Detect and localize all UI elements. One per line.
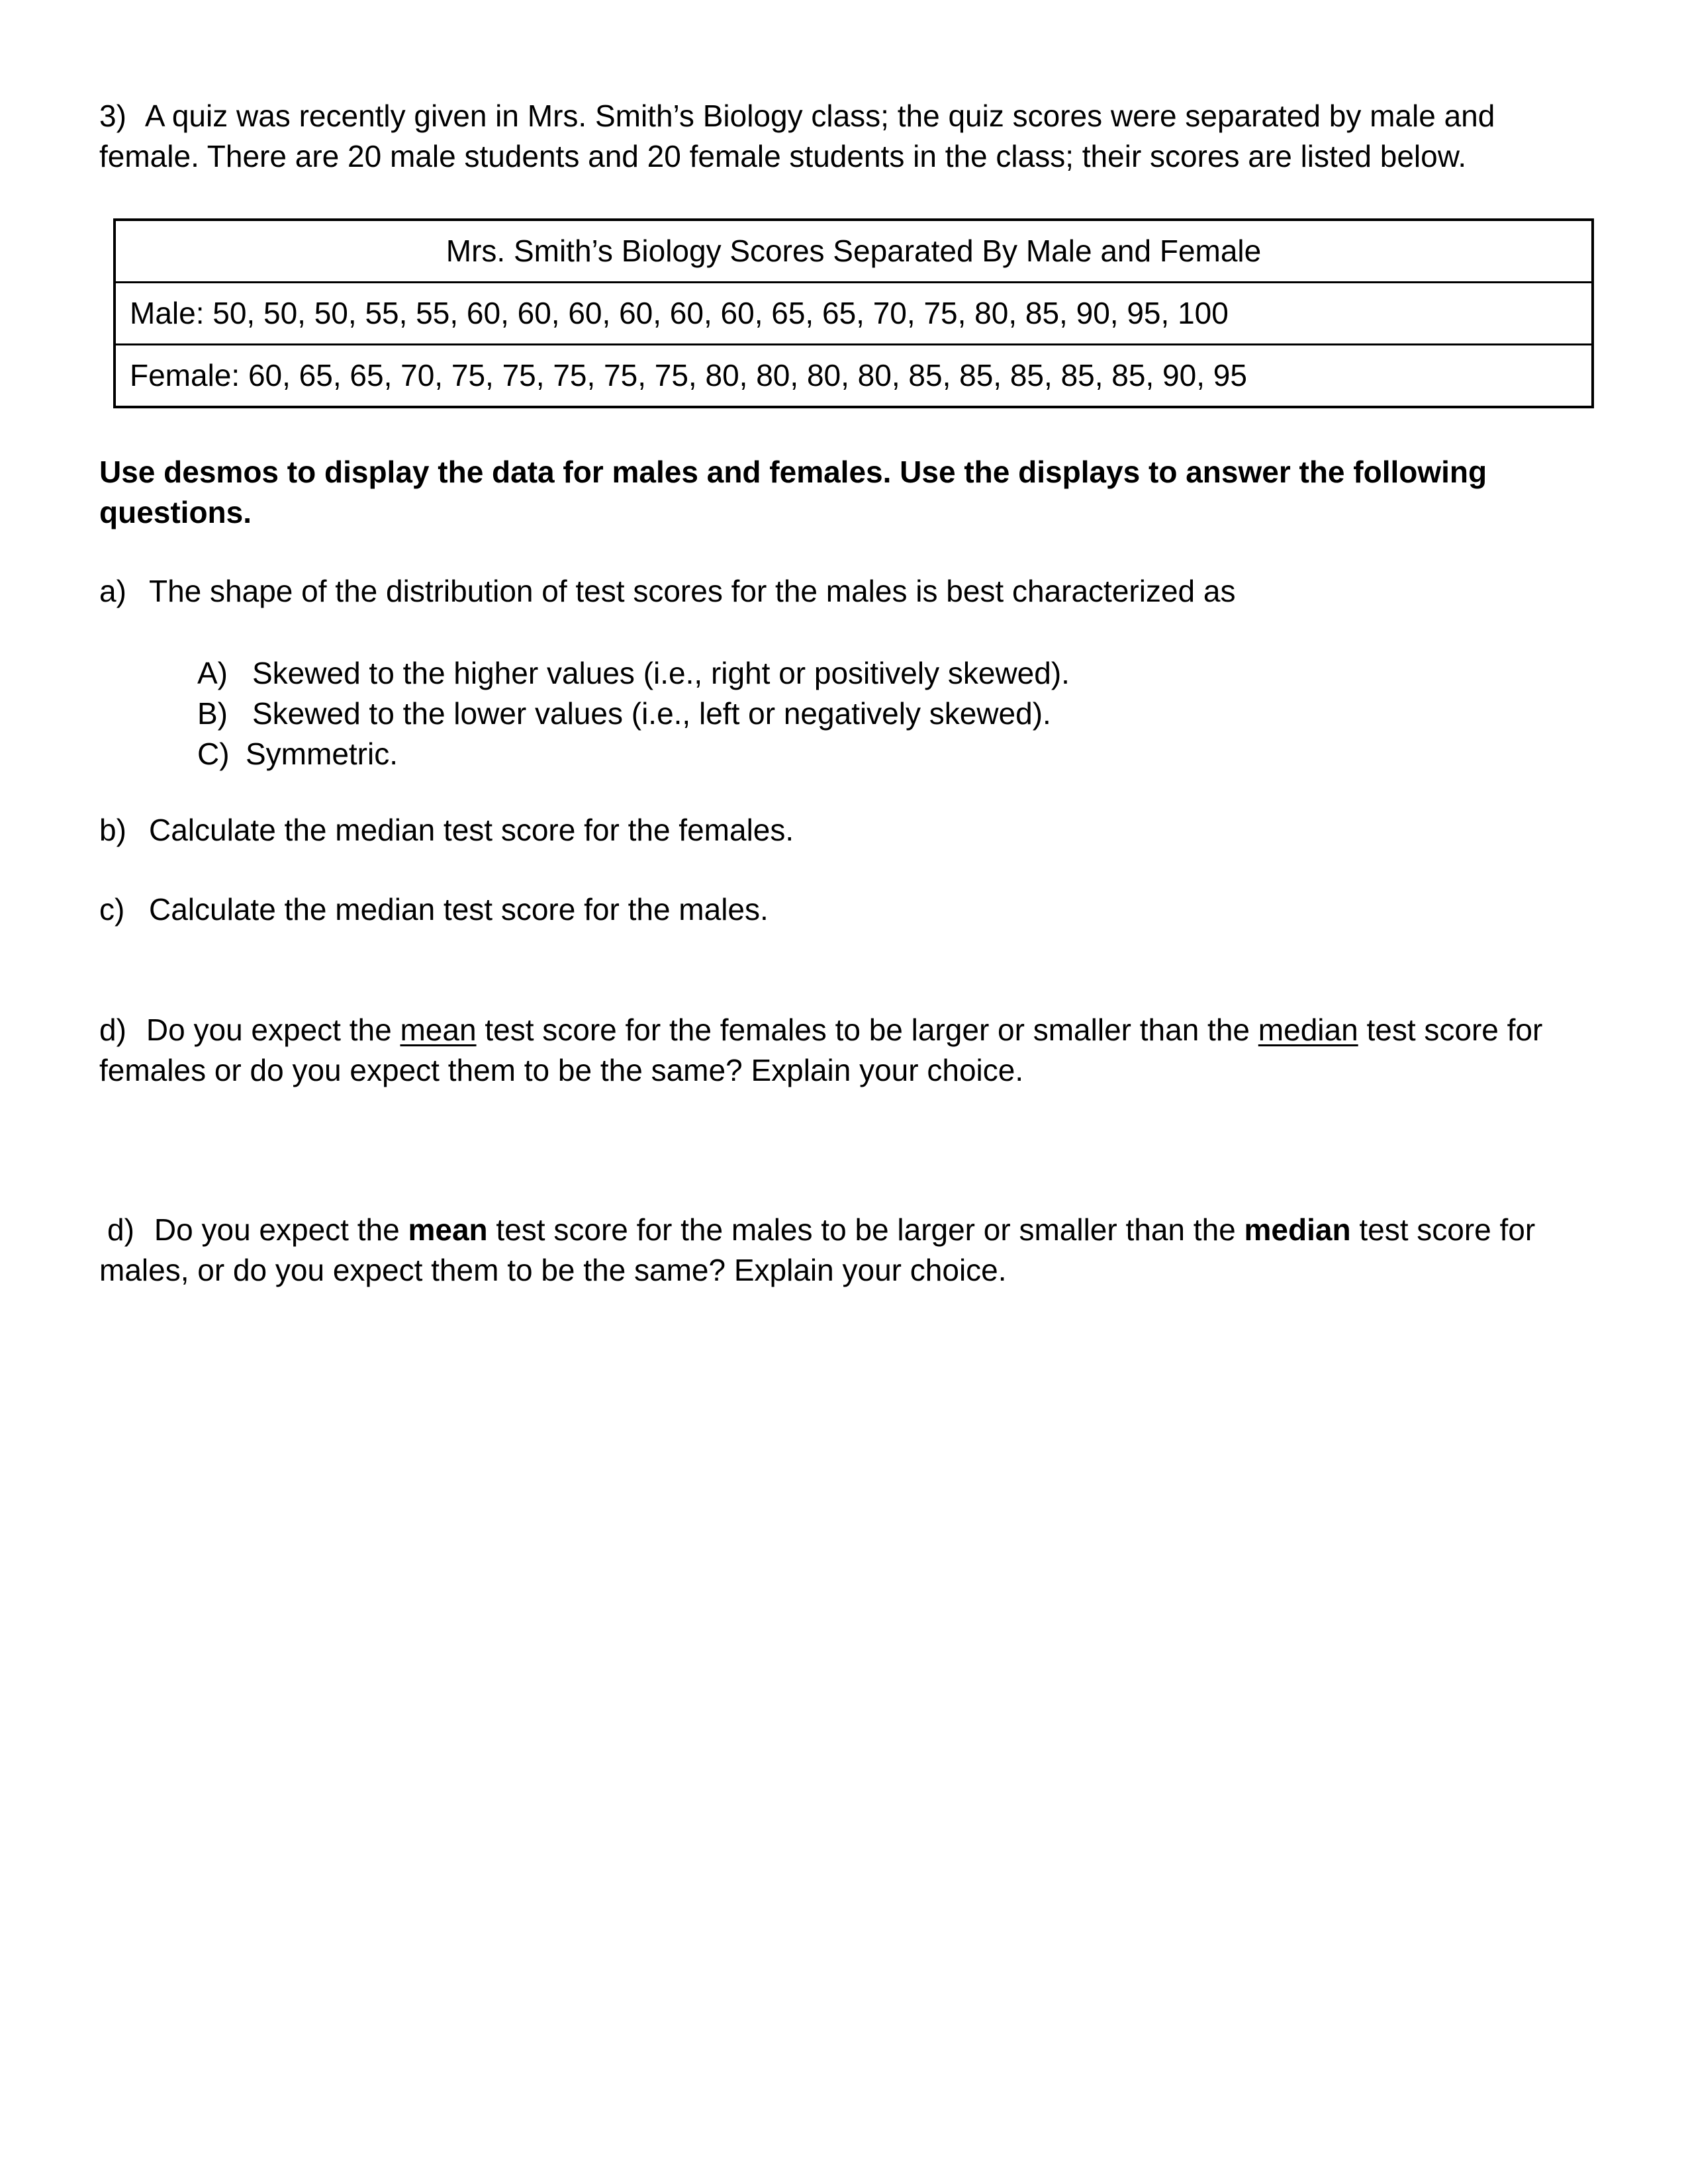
intro-line-2: female. There are 20 male students and 20 female students in the class; their scores are listed below.	[99, 139, 1467, 173]
question-number: 3)	[99, 99, 126, 133]
part-a-label: a)	[99, 574, 126, 608]
part-a-text: The shape of the distribution of test scores for the males is best characterized as	[149, 574, 1236, 608]
part-d-females-line-2: females or do you expect them to be the same? Explain your choice.	[99, 1053, 1024, 1087]
part-c-question	[99, 889, 1622, 930]
part-d-females-line-1	[99, 1010, 1622, 1050]
part-d-males-line-2: males, or do you expect them to be the same? Explain your choice.	[99, 1253, 1007, 1287]
part-d-females-post: test score for	[1358, 1013, 1543, 1047]
part-d-males-line-1	[99, 1210, 1622, 1250]
table-caption-row	[115, 220, 1593, 283]
mean-term: mean	[400, 1013, 477, 1047]
part-b-text: Calculate the median test score for the females.	[149, 813, 794, 847]
choice-a-text: Skewed to the higher values (i.e., right or positively skewed).	[252, 656, 1070, 690]
choice-c-letter: C)	[197, 737, 230, 771]
part-c-label: c)	[99, 892, 125, 927]
instructions-line-2: questions.	[99, 495, 252, 529]
intro-line-1	[99, 96, 1589, 136]
part-d-females-pre: Do you expect the	[146, 1013, 400, 1047]
part-d-males-pre: Do you expect the	[154, 1212, 408, 1247]
female-label: Female:	[130, 358, 240, 392]
part-d-females-mid: test score for the females to be larger or smaller than the	[476, 1013, 1258, 1047]
male-values: 50, 50, 50, 55, 55, 60, 60, 60, 60, 60, 60, 65, 65, 70, 75, 80, 85, 90, 95, 100	[212, 296, 1229, 330]
male-scores-cell	[115, 283, 1593, 345]
part-a-choices	[197, 653, 1070, 774]
female-scores-cell	[115, 345, 1593, 408]
table-caption: Mrs. Smith’s Biology Scores Separated By Male and Female	[115, 220, 1593, 283]
choice-a	[197, 653, 1070, 694]
mean-term-bold: mean	[408, 1212, 488, 1247]
median-term: median	[1258, 1013, 1358, 1047]
scores-table	[113, 218, 1594, 408]
part-c-text: Calculate the median test score for the males.	[149, 892, 769, 927]
table-row	[115, 345, 1593, 408]
instructions-line-1: Use desmos to display the data for males and females. Use the displays to answer the following	[99, 455, 1487, 489]
question-intro	[99, 96, 1589, 177]
median-term-bold: median	[1244, 1212, 1351, 1247]
part-d-females-question	[99, 1010, 1622, 1091]
choice-b-letter: B)	[197, 696, 228, 731]
choice-c	[197, 734, 1070, 774]
part-b-question	[99, 810, 1622, 850]
male-label: Male:	[130, 296, 205, 330]
part-d-males-mid: test score for the males to be larger or smaller than the	[487, 1212, 1244, 1247]
part-d-males-post: test score for	[1350, 1212, 1536, 1247]
part-d-males-question	[99, 1210, 1622, 1291]
choice-a-letter: A)	[197, 656, 228, 690]
part-d-males-label: d)	[107, 1212, 134, 1247]
part-b-label: b)	[99, 813, 126, 847]
female-values: 60, 65, 65, 70, 75, 75, 75, 75, 75, 80, 80, 80, 80, 85, 85, 85, 85, 85, 90, 95	[248, 358, 1247, 392]
part-a-question	[99, 571, 1622, 612]
part-d-females-label: d)	[99, 1013, 126, 1047]
choice-b	[197, 694, 1070, 734]
table-row	[115, 283, 1593, 345]
choice-b-text: Skewed to the lower values (i.e., left or negatively skewed).	[252, 696, 1051, 731]
intro-text-1: A quiz was recently given in Mrs. Smith’s Biology class; the quiz scores were separated by male and	[144, 99, 1495, 133]
choice-c-text: Symmetric.	[246, 737, 398, 771]
instructions	[99, 452, 1589, 533]
